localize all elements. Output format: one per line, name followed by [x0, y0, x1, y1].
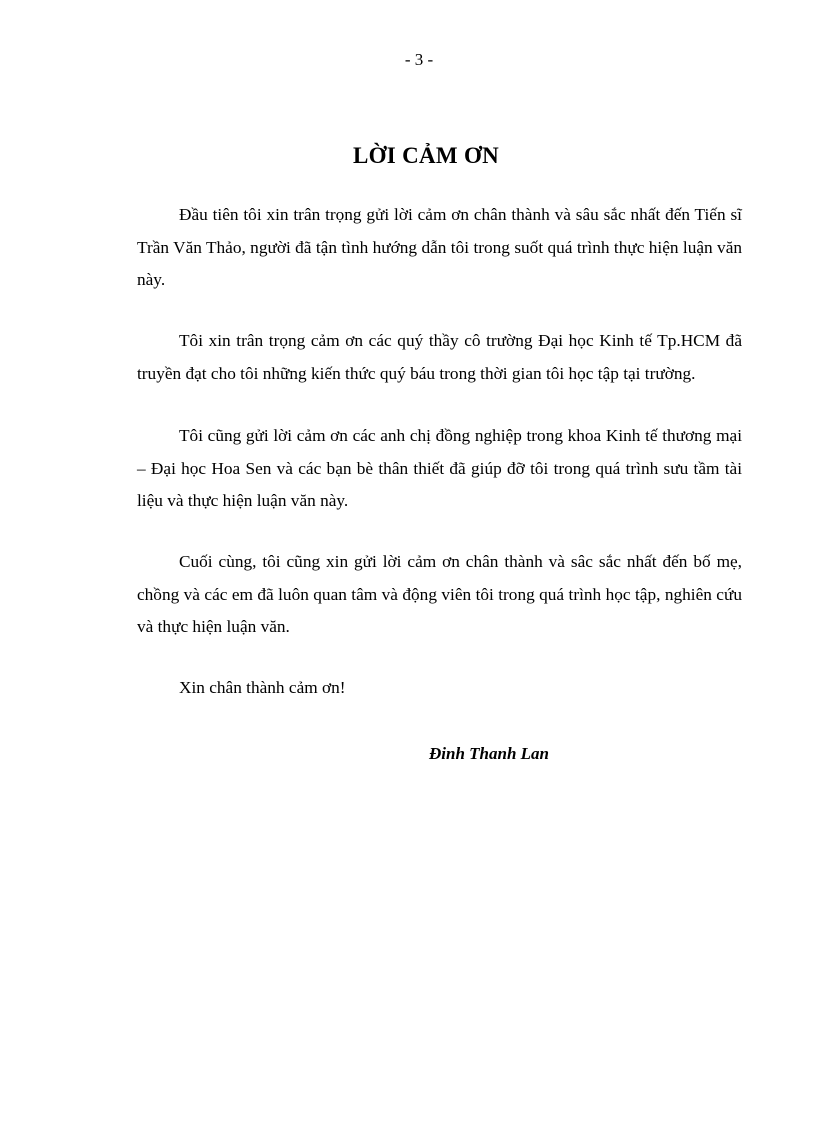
page-title: LỜI CẢM ƠN — [352, 143, 500, 168]
paragraph-family-thanks: Cuối cùng, tôi cũng xin gửi lời cảm ơn chân thành và sâc sắc nhất đến bố mẹ, chồng và các em đã luôn quan tâm và động viên tôi trong quá trình học tập, nghiên cứu và thực hiện luận văn. — [137, 552, 742, 636]
page-number: - 3 - — [404, 50, 434, 69]
paragraph-colleagues-thanks: Tôi cũng gửi lời cảm ơn các anh chị đồng nghiệp trong khoa Kinh tế thương mại – Đại học Hoa Sen và các bạn bè thân thiết đã giúp đỡ tôi trong quá trình sưu tầm tài liệu và thực hiện luận văn này. — [137, 426, 742, 510]
author-signature: Đinh Thanh Lan — [429, 744, 549, 763]
paragraph-closing: Xin chân thành cảm ơn! — [179, 678, 346, 697]
paragraph-teachers-thanks: Tôi xin trân trọng cảm ơn các quý thầy cô trường Đại học Kinh tế Tp.HCM đã truyền đạt cho tôi những kiến thức quý báu trong thời gian tôi học tập tại trường. — [137, 331, 742, 383]
paragraph-supervisor-thanks: Đầu tiên tôi xin trân trọng gửi lời cảm ơn chân thành và sâu sắc nhất đến Tiến sĩ Trần Văn Thảo, người đã tận tình hướng dẫn tôi trong suốt quá trình thực hiện luận văn này. — [137, 205, 742, 289]
